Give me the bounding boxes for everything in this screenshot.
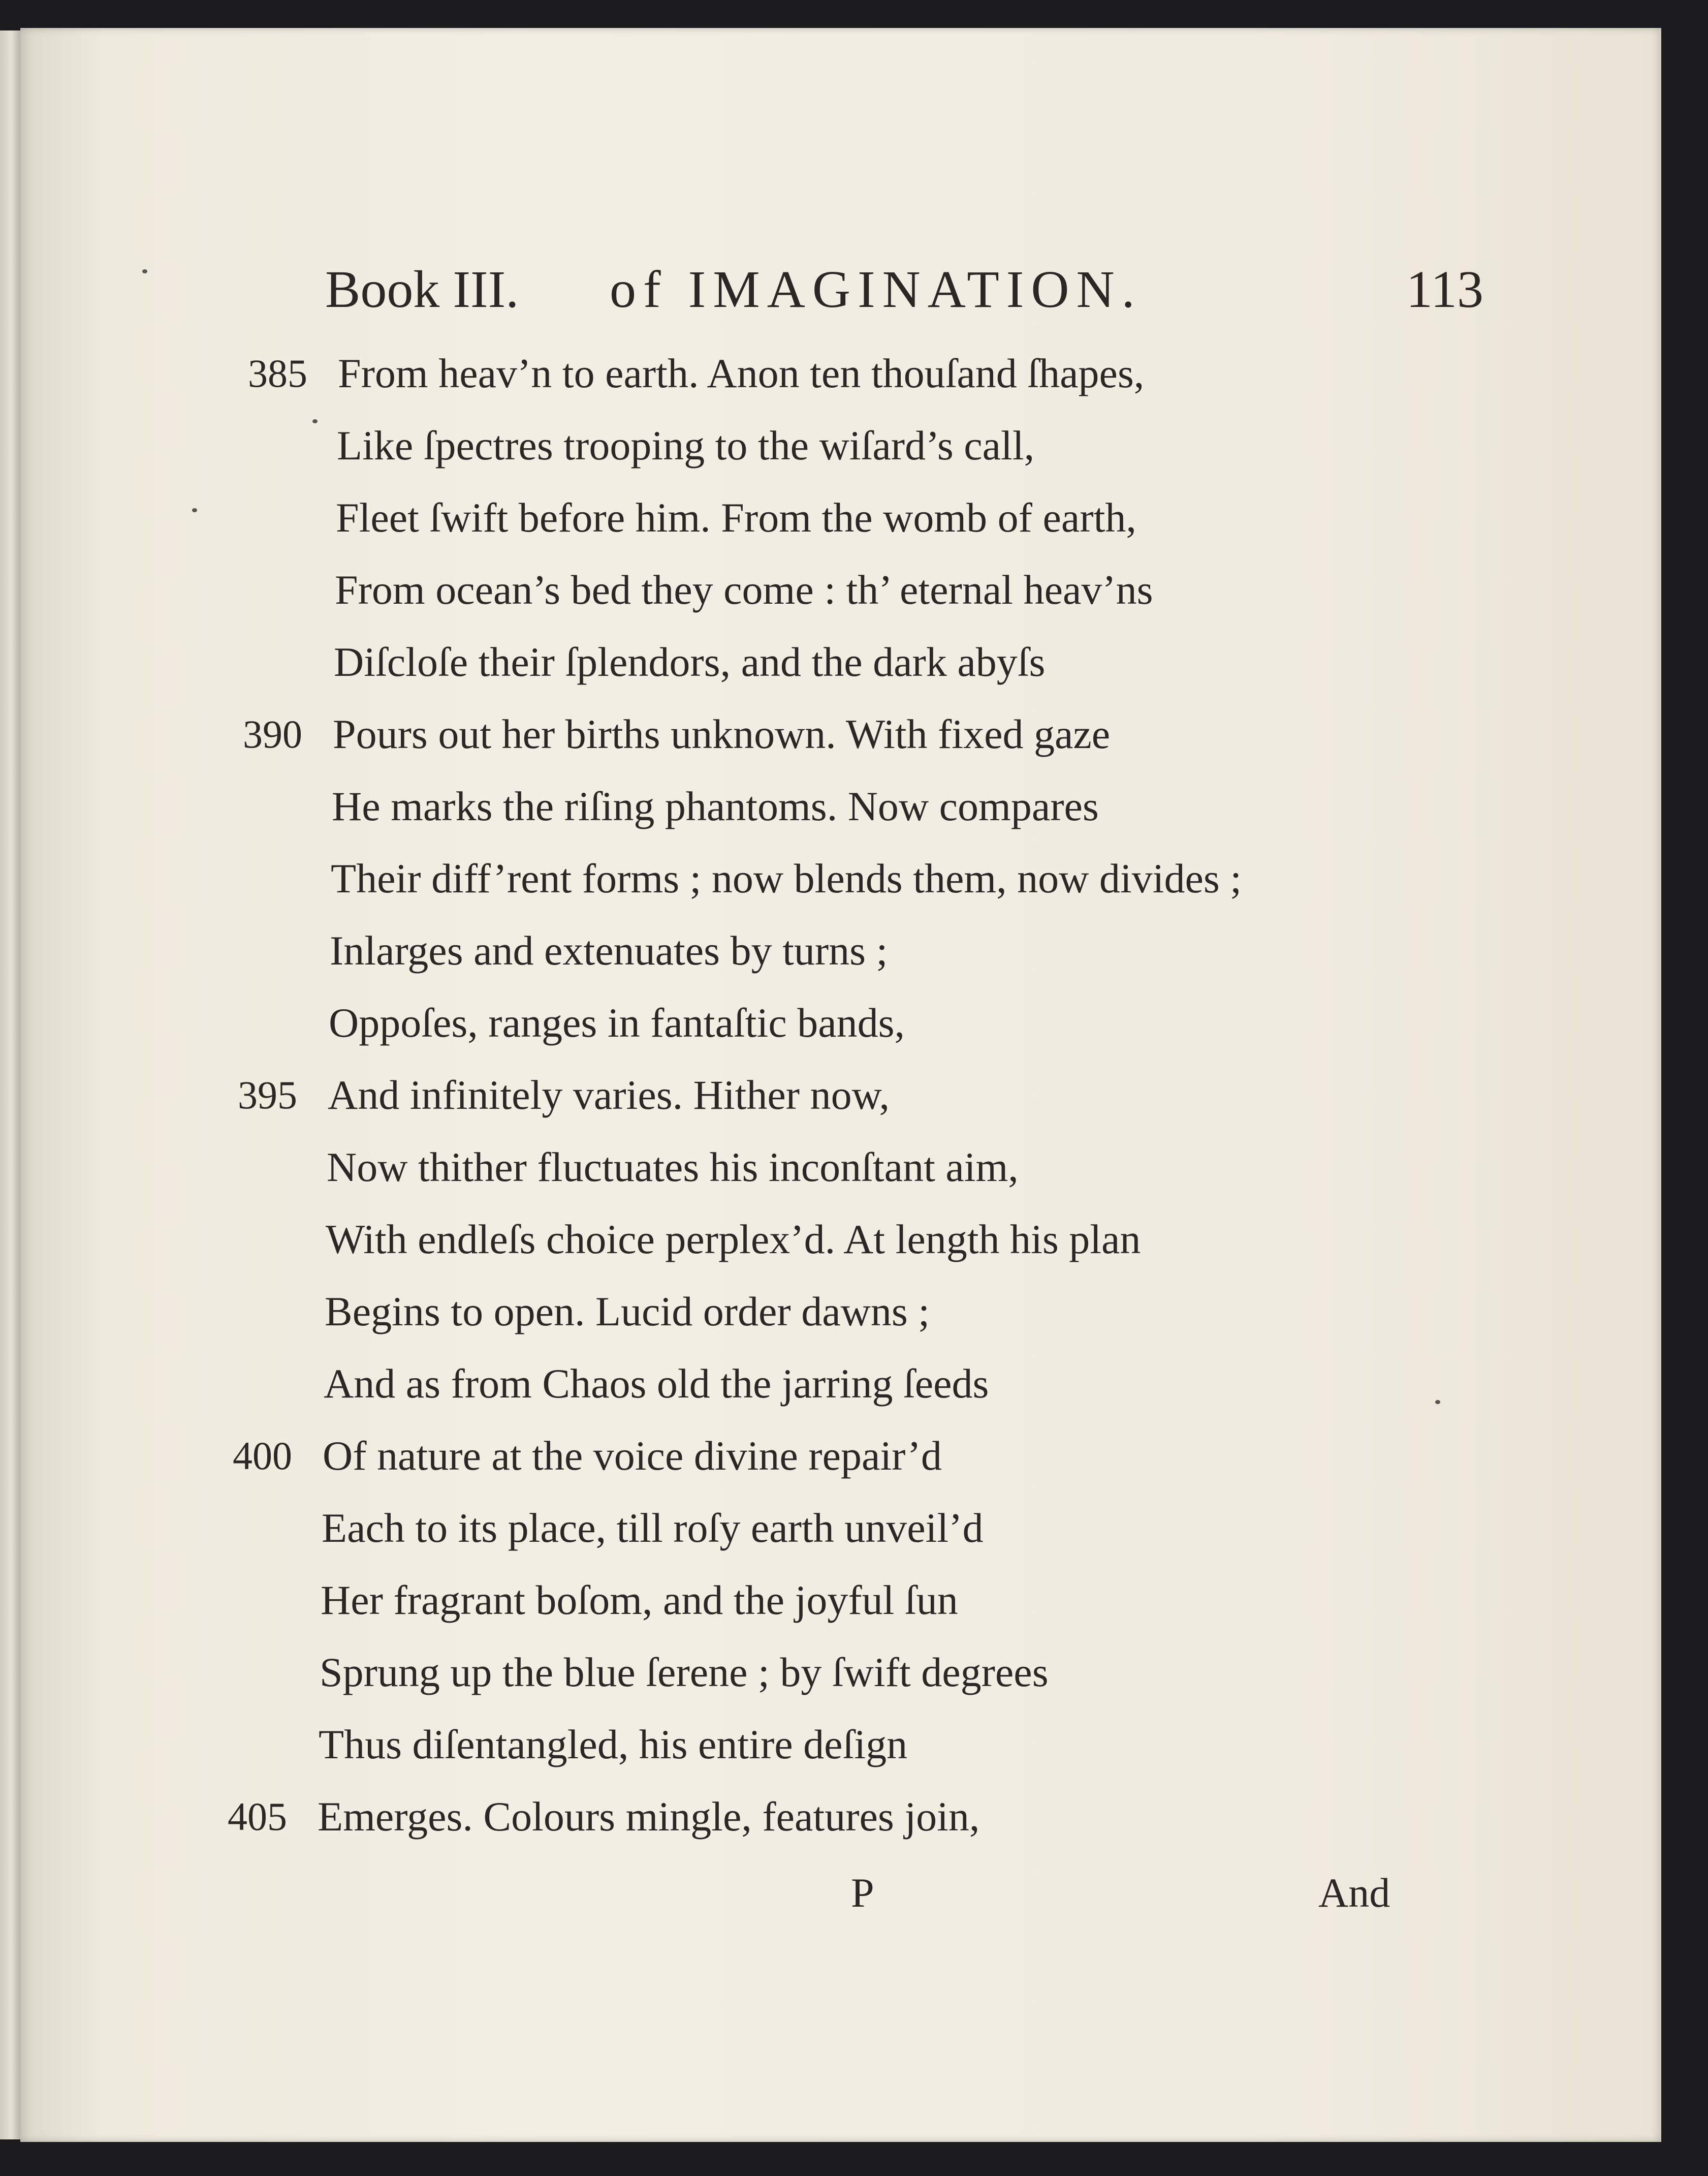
verse-text: Pours out her births unknown. With fixed gaze <box>333 711 1111 757</box>
verse-text: Thus diſentangled, his entire deſign <box>319 1721 908 1767</box>
book-label: Book III. <box>325 260 519 319</box>
signature-mark: P <box>851 1870 874 1916</box>
verse-text: Sprung up the blue ſerene ; by ſwift degrees <box>320 1649 1049 1695</box>
verse-text: With endleſs choice perplex’d. At length his plan <box>326 1216 1141 1262</box>
ink-speck <box>1435 1400 1440 1404</box>
verse-text: And as from Chaos old the jarring ſeeds <box>324 1360 989 1407</box>
line-number: 395 <box>238 1073 297 1117</box>
line-number: 385 <box>248 351 307 395</box>
verse-text: Begins to open. Lucid order dawns ; <box>325 1288 930 1334</box>
verse-text: Their diff’rent forms ; now blends them, now divides ; <box>331 855 1242 902</box>
verse-text: Oppoſes, ranges in fantaſtic bands, <box>329 1000 905 1046</box>
running-head <box>325 252 1483 328</box>
line-number: 400 <box>233 1434 292 1478</box>
page-sheet <box>20 28 1661 2142</box>
verse-text: Diſcloſe their ſplendors, and the dark abyſs <box>334 639 1046 685</box>
verse-text: Of nature at the voice divine repair’d <box>323 1433 942 1479</box>
ink-speck <box>312 419 318 423</box>
verse-text: Now thither fluctuates his inconſtant aim, <box>327 1144 1019 1190</box>
verse-text: Each to its place, till roſy earth unveil’d <box>322 1505 984 1551</box>
verse-text: Her fragrant boſom, and the joyful ſun <box>321 1577 958 1623</box>
verse-text: Inlarges and extenuates by turns ; <box>330 927 888 974</box>
verse-text: From heav’n to earth. Anon ten thouſand ſhapes, <box>338 350 1145 396</box>
verse-text: Emerges. Colours mingle, features join, <box>318 1793 980 1840</box>
book-title: of IMAGINATION. <box>610 260 1142 319</box>
page-number: 113 <box>1406 260 1483 319</box>
verse-text: Like ſpectres trooping to the wiſard’s call, <box>337 422 1035 469</box>
facing-page-edge <box>0 30 20 2139</box>
ink-speck <box>192 508 197 512</box>
verse-text: Fleet ſwift before him. From the womb of earth, <box>336 494 1136 541</box>
catchword: And <box>1318 1870 1390 1916</box>
verse-text: He marks the riſing phantoms. Now compares <box>332 783 1099 829</box>
line-number: 390 <box>243 712 302 756</box>
verse-text: And infinitely varies. Hither now, <box>328 1072 890 1118</box>
ink-speck <box>142 269 147 273</box>
verse-text: From ocean’s bed they come : th’ eternal heav’ns <box>335 567 1153 613</box>
line-number: 405 <box>228 1794 287 1839</box>
